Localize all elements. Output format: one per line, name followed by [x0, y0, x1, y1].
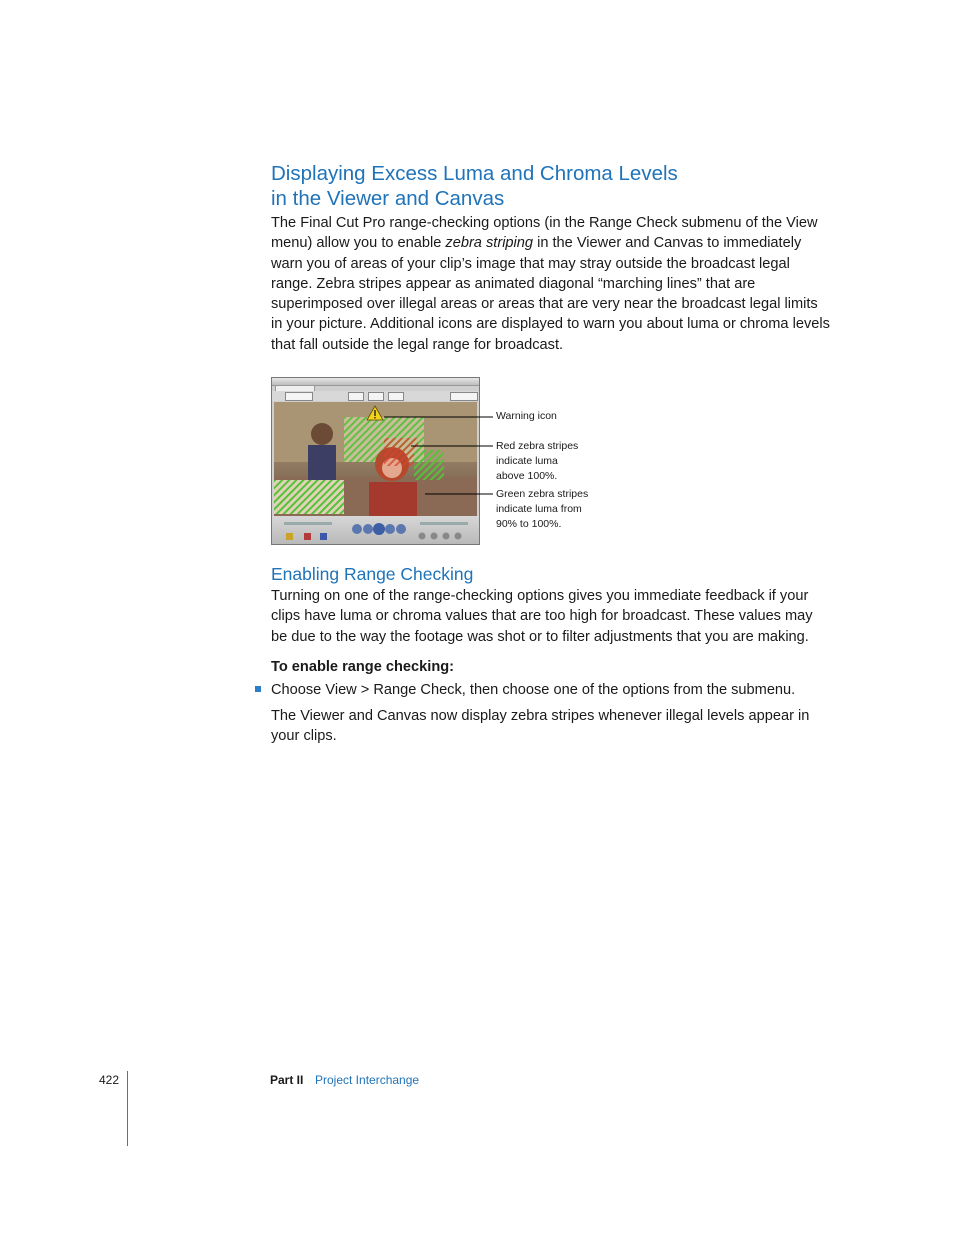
subsection-heading: Enabling Range Checking [271, 564, 474, 584]
footer-part-label: Part II [270, 1073, 304, 1087]
bullet-marker [255, 684, 264, 693]
callout-red-line-2: indicate luma [496, 454, 558, 467]
footer-part-title: Project Interchange [315, 1073, 420, 1087]
callout-green-line-3: 90% to 100%. [496, 517, 562, 530]
intro-emphasis: zebra striping [445, 235, 534, 252]
page-number: 422 [99, 1073, 120, 1087]
heading-line-1: Displaying Excess Luma and Chroma Levels [271, 162, 678, 185]
procedure-result: The Viewer and Canvas now display zebra stripes whenever illegal levels appear in your clips. [271, 708, 810, 745]
footer-rule [127, 1071, 128, 1146]
bullet-square [255, 686, 261, 692]
intro-text-end: in the Viewer and Canvas to immediately warn you of areas of your clip’s image that may stray outside the broadcast legal range. Zebra stripes appear as animated diagonal “marching lines” that are superimposed over illegal areas or areas that are very near the broadcast legal limits in your picture. Additional icons are displayed to warn you about luma or chroma levels that fall outside the legal range for broadcast. [271, 235, 830, 353]
section-body: Turning on one of the range-checking options gives you immediate feedback if your clips have luma or chroma values that are too high for broadcast. These values may be due to the way the footage was shot or to filter adjustments that you are making. [271, 588, 813, 645]
callout-warning-icon: Warning icon [496, 410, 557, 422]
callout-green-zebra [496, 487, 588, 531]
callout-green-line-2: indicate luma from [496, 502, 582, 515]
callout-red-line-3: above 100%. [496, 469, 558, 482]
heading-line-2: in the Viewer and Canvas [271, 187, 505, 210]
callout-green-line-1: Green zebra stripes [496, 488, 589, 500]
procedure-step: Choose View > Range Check, then choose one of the options from the submenu. [271, 682, 796, 698]
callout-red-zebra [496, 439, 578, 483]
callout-red-line-1: Red zebra stripes [496, 440, 579, 452]
procedure-title: To enable range checking: [271, 659, 455, 675]
intro-text-start: The Final Cut Pro range-checking options (in the Range Check submenu of the View menu) allow you to enable [271, 215, 818, 252]
